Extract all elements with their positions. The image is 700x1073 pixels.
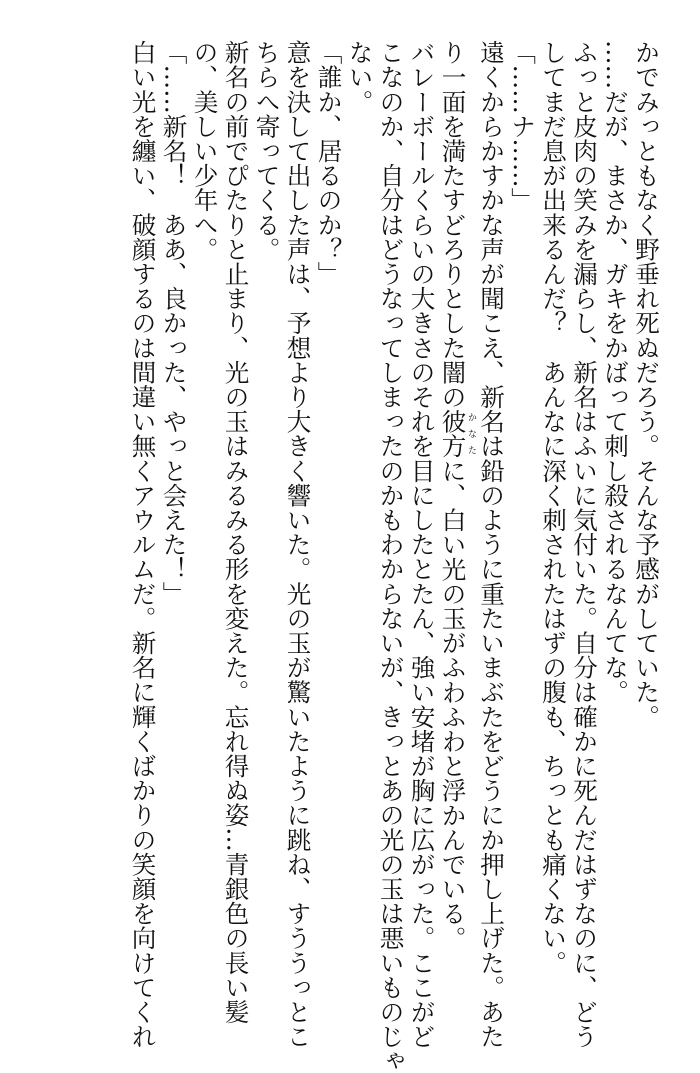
ruby-base: 彼方 (438, 409, 468, 459)
text-line: バレーボールくらいの大きさのそれを目にしたとたん、強い安堵が胸に広がった。ここがど (407, 40, 437, 1049)
text-line: ふっと皮肉の笑みを漏らし、新名はふいに気付いた。自分は確かに死んだはずなのに、どう (570, 40, 599, 1049)
text-line: ……だが、まさか、ガキをかばって刺し殺されるなんてな。 (601, 40, 630, 705)
text-line: してまだ息が出来るんだ？ あんなに深く刺されたはずの腹も、ちっとも痛くない。 (539, 40, 568, 975)
ruby-line-after: に、白い光の玉がふわふわと浮かんでいる。 (438, 458, 468, 951)
text-line: ない。 (345, 40, 375, 114)
text-line: 白い光を纏い、破顔するのは間違い無くアウルムだ。新名に輝くばかりの笑顔を向けてくれ (128, 40, 158, 1049)
text-line-with-ruby (438, 40, 477, 990)
text-line: の、美しい少年へ。 (190, 40, 220, 262)
ruby-line-before: り一面を満たすどろりとした闇の (438, 40, 468, 409)
text-line: 遠くからかすかな声が聞こえ、新名は鉛のように重たいまぶたをどうにか押し上げた。あた (477, 40, 506, 1049)
text-line: 新名の前でぴたりと止まり、光の玉はみるみる形を変えた。忘れ得ぬ姿…青銀色の長い髪 (221, 40, 251, 1024)
text-line: 「……ナ……」 (508, 40, 537, 213)
vertical-text-body (128, 40, 663, 1073)
text-line: ちらへ寄ってくる。 (252, 40, 282, 262)
text-line: 「……新名！ ああ、良かった、やっと会えた！」 (159, 40, 189, 606)
text-line: 「誰か、居るのか？」 (314, 40, 344, 286)
ruby-reading: かなた (466, 409, 476, 459)
text-line: 意を決して出した声は、予想より大きく響いた。光の玉が驚いたように跳ね、すううっとこ (283, 40, 313, 1049)
text-line: かでみっともなく野垂れ死ぬだろう。そんな予感がしていた。 (632, 40, 661, 729)
text-line: こなのか、自分はどうなってしまったのかもわからないが、きっとあの光の玉は悪いものじゃ (376, 40, 406, 1073)
ruby-annotation (438, 409, 476, 459)
